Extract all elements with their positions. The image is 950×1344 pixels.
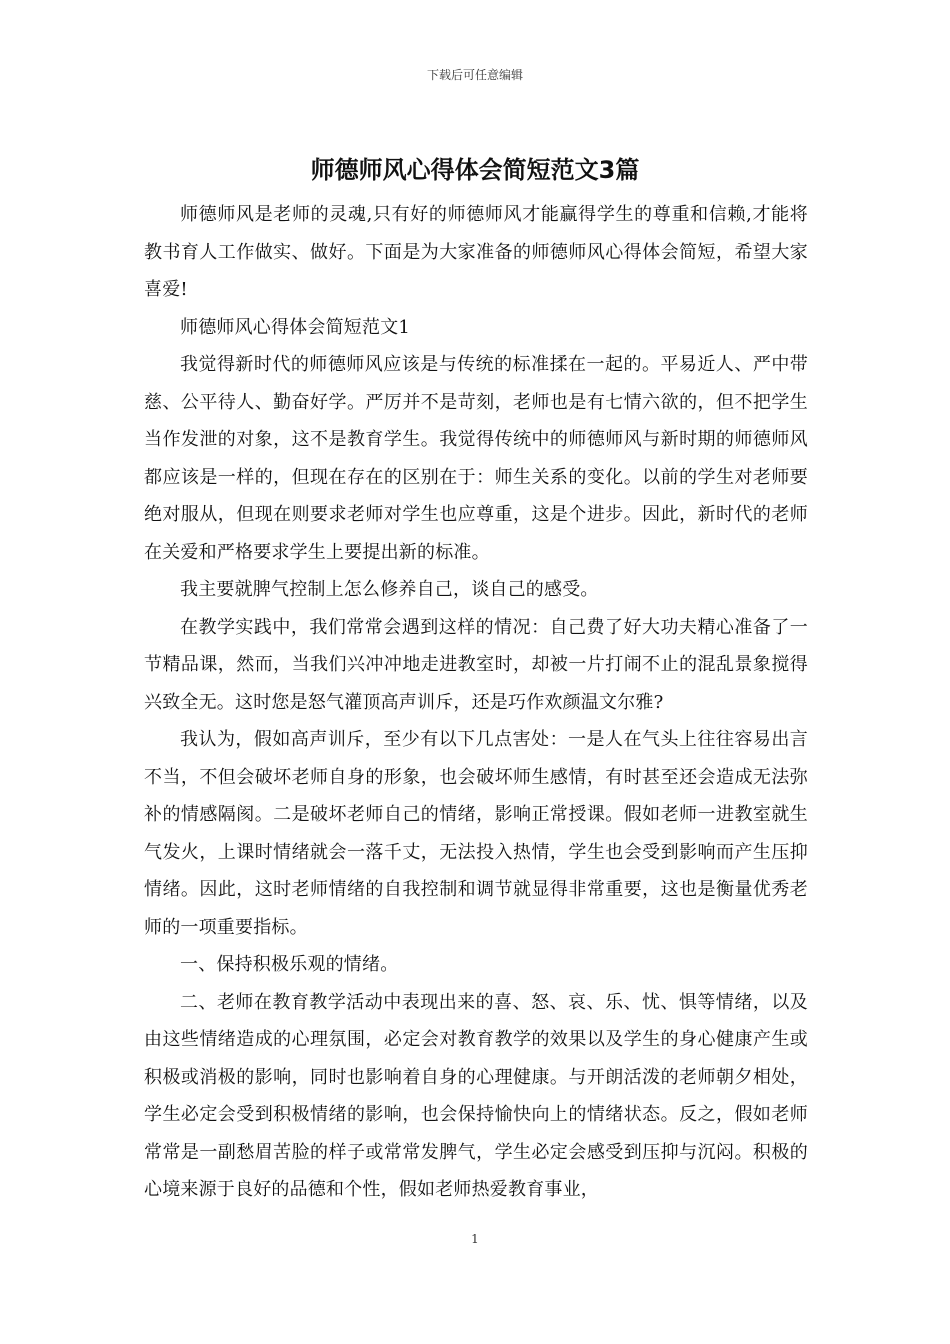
body-paragraph: 二、老师在教育教学活动中表现出来的喜、怒、哀、乐、忧、惧等情绪，以及由这些情绪造成的心理氛围，必定会对教育教学的效果以及学生的身心健康产生或积极或消极的影响，同时也影响着自身的心理健康。与开朗活泼的老师朝夕相处，学生必定会受到积极情绪的影响，也会保持愉快向上的情绪状态。反之，假如老师常常是一副愁眉苦脸的样子或常常发脾气，学生必定会感受到压抑与沉闷。积极的心境来源于良好的品德和个性，假如老师热爱教育事业， — [144, 991, 808, 1200]
body-paragraph: 在教学实践中，我们常常会遇到这样的情况：自己费了好大功夫精心准备了一节精品课，然而，当我们兴冲冲地走进教室时，却被一片打闹不止的混乱景象搅得兴致全无。这时您是怒气灌顶高声训斥，还是巧作欢颜温文尔雅? — [144, 616, 808, 713]
header-note: 下载后可任意编辑 — [426, 68, 523, 82]
body-paragraph: 我主要就脾气控制上怎么修养自己，谈自己的感受。 — [180, 579, 599, 600]
list-item-heading: 一、保持积极乐观的情绪。 — [180, 954, 399, 975]
page-number: 1 — [471, 1232, 479, 1246]
body-paragraph: 我觉得新时代的师德师风应该是与传统的标准揉在一起的。平易近人、严中带慈、公平待人、勤奋好学。严厉并不是苛刻，老师也是有七情六欲的，但不把学生当作发泄的对象，这不是教育学生。我觉得传统中的师德师风与新时期的师德师风都应该是一样的，但现在存在的区别在于：师生关系的变化。以前的学生对老师要绝对服从，但现在则要求老师对学生也应尊重，这是个进步。因此，新时代的老师在关爱和严格要求学生上要提出新的标准。 — [144, 354, 808, 563]
body-paragraph: 我认为，假如高声训斥，至少有以下几点害处：一是人在气头上往往容易出言不当，不但会破坏老师自身的形象，也会破坏师生感情，有时甚至还会造成无法弥补的情感隔阂。二是破坏老师自己的情绪，影响正常授课。假如老师一进教室就生气发火，上课时情绪就会一落千丈，无法投入热情，学生也会受到影响而产生压抑情绪。因此，这时老师情绪的自我控制和调节就显得非常重要，这也是衡量优秀老师的一项重要指标。 — [144, 729, 808, 938]
document-body — [144, 196, 808, 1209]
document-title: 师德师风心得体会简短范文3篇 — [310, 156, 640, 184]
section-heading-1: 师德师风心得体会简短范文1 — [180, 316, 411, 338]
intro-paragraph: 师德师风是老师的灵魂,只有好的师德师风才能赢得学生的尊重和信赖,才能将教书育人工作做实、做好。下面是为大家准备的师德师风心得体会简短，希望大家喜爱! — [144, 204, 808, 300]
